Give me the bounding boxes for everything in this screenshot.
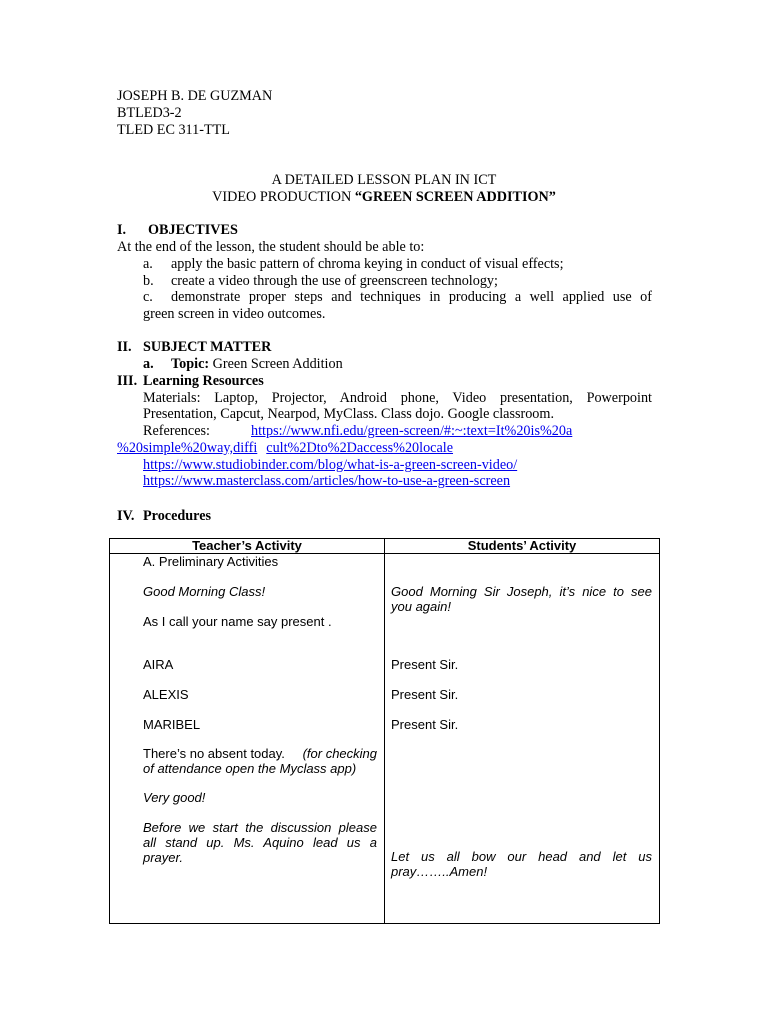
procedures-numeral: IV. — [117, 508, 135, 524]
teacher-activity-cell — [110, 554, 385, 924]
reference-link-1-part-3[interactable]: cult%2Dto%2Daccess%20locale — [266, 440, 454, 456]
reference-link-1-part-2[interactable]: %20simple%20way,diffi — [117, 440, 258, 456]
student-present-2: Present Sir. — [391, 687, 459, 702]
reference-link-3[interactable]: https://www.masterclass.com/articles/how-to-use-a-green-screen — [143, 473, 511, 489]
topic-label: Topic: — [171, 356, 210, 372]
references-label: References: — [143, 423, 210, 439]
teacher-greeting: Good Morning Class! — [143, 584, 266, 599]
student-name-3: MARIBEL — [143, 717, 201, 732]
prayer-instruction-3: prayer. — [143, 850, 183, 865]
reference-link-2[interactable]: https://www.studiobinder.com/blog/what-is-a-green-screen-video/ — [143, 457, 518, 473]
student-activity-cell — [385, 554, 660, 924]
column-header-student: Students’ Activity — [385, 539, 660, 554]
teacher-praise: Very good! — [143, 790, 206, 805]
objective-letter-b: b. — [143, 273, 154, 289]
objective-item-c-continuation: green screen in video outcomes. — [143, 306, 326, 322]
objectives-intro: At the end of the lesson, the student should be able to: — [117, 239, 425, 255]
objectives-numeral: I. — [117, 222, 127, 238]
materials-line-1: Materials: Laptop, Projector, Android phone, Video presentation, Powerpoint — [143, 390, 652, 406]
student-prayer-1: Let us all bow our head and let us — [391, 849, 652, 864]
attendance-note-2: of attendance open the Myclass app) — [143, 761, 357, 776]
teacher-roll-call: As I call your name say present . — [143, 614, 332, 629]
student-name-1: AIRA — [143, 657, 174, 672]
student-present-1: Present Sir. — [391, 657, 459, 672]
procedures-table — [109, 538, 660, 924]
subtitle-topic: “GREEN SCREEN ADDITION” — [354, 189, 556, 205]
subtitle-prefix: VIDEO PRODUCTION — [212, 189, 355, 205]
student-present-3: Present Sir. — [391, 717, 459, 732]
document-title: A DETAILED LESSON PLAN IN ICT — [271, 172, 497, 188]
document-subtitle — [0, 189, 768, 206]
student-prayer-2: pray……..Amen! — [391, 864, 488, 879]
objective-item-b: create a video through the use of greenscreen technology; — [171, 273, 498, 289]
course-code: TLED EC 311-TTL — [117, 122, 230, 138]
objective-letter-c: c. — [143, 289, 153, 305]
author-section: BTLED3-2 — [117, 105, 182, 121]
student-greeting-2: you again! — [391, 599, 451, 614]
materials-line-2: Presentation, Capcut, Nearpod, MyClass. Class dojo. Google classroom. — [143, 406, 554, 422]
table-header-row — [110, 539, 660, 554]
objective-letter-a: a. — [143, 256, 153, 272]
objective-item-a: apply the basic pattern of chroma keying in conduct of visual effects; — [171, 256, 564, 272]
learning-resources-numeral: III. — [117, 373, 138, 389]
prayer-instruction-1: Before we start the discussion please — [143, 820, 377, 835]
topic-line — [171, 356, 343, 373]
attendance-line-1 — [143, 746, 377, 761]
preliminary-activities-label — [143, 554, 278, 569]
table-row — [110, 554, 660, 924]
reference-link-1-continued — [117, 440, 453, 457]
student-greeting-1: Good Morning Sir Joseph, it’s nice to see — [391, 584, 652, 599]
subject-matter-heading: SUBJECT MATTER — [143, 339, 272, 355]
topic-value: Green Screen Addition — [209, 356, 343, 372]
student-name-2: ALEXIS — [143, 687, 189, 702]
column-header-teacher: Teacher’s Activity — [110, 539, 385, 554]
objectives-heading: OBJECTIVES — [148, 222, 238, 238]
prayer-instruction-2: all stand up. Ms. Aquino lead us a — [143, 835, 377, 850]
learning-resources-heading: Learning Resources — [143, 373, 264, 389]
author-name: JOSEPH B. DE GUZMAN — [117, 88, 273, 104]
objective-item-c: demonstrate proper steps and techniques in producing a well applied use of — [171, 289, 652, 305]
reference-link-1[interactable]: https://www.nfi.edu/green-screen/#:~:text=It%20is%20a — [251, 423, 573, 439]
procedures-heading: Procedures — [143, 508, 212, 524]
topic-letter: a. — [143, 356, 154, 372]
attendance-note-1: (for checking — [302, 746, 377, 761]
attendance-plain: There’s no absent today. — [143, 746, 285, 761]
preliminary-activities-text: A. Preliminary Activities — [143, 554, 279, 569]
subject-matter-numeral: II. — [117, 339, 132, 355]
